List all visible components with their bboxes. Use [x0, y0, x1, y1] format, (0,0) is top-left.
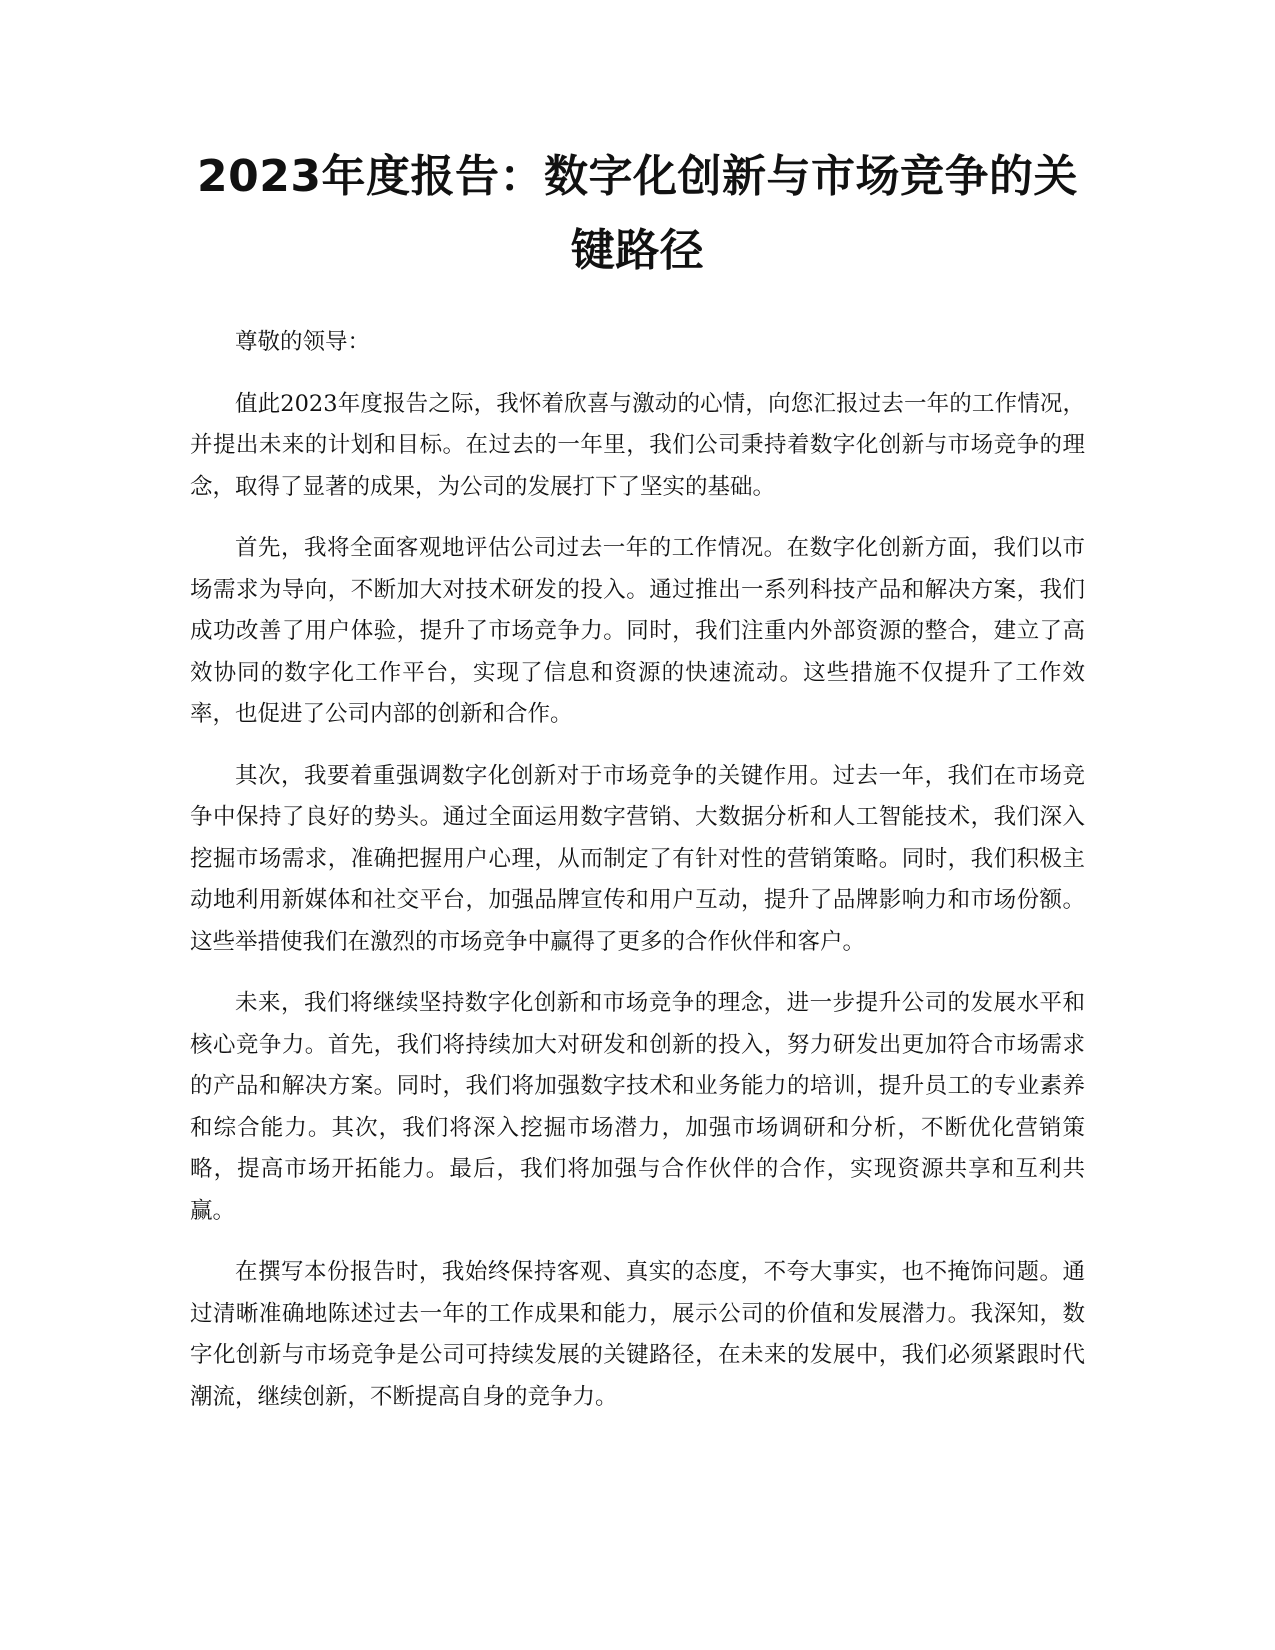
- paragraph-review: 首先，我将全面客观地评估公司过去一年的工作情况。在数字化创新方面，我们以市场需求为导向，不断加大对技术研发的投入。通过推出一系列科技产品和解决方案，我们成功改善了用户体验，提升了市场竞争力。同时，我们注重内外部资源的整合，建立了高效协同的数字化工作平台，实现了信息和资源的快速流动。这些措施不仅提升了工作效率，也促进了公司内部的创新和合作。: [190, 535, 1085, 727]
- document-body: [190, 322, 1085, 1418]
- salutation: 尊敬的领导：: [235, 329, 371, 355]
- paragraph-competition: 其次，我要着重强调数字化创新对于市场竞争的关键作用。过去一年，我们在市场竞争中保持了良好的势头。通过全面运用数字营销、大数据分析和人工智能技术，我们深入挖掘市场需求，准确把握用户心理，从而制定了有针对性的营销策略。同时，我们积极主动地利用新媒体和社交平台，加强品牌宣传和用户互动，提升了品牌影响力和市场份额。这些举措使我们在激烈的市场竞争中赢得了更多的合作伙伴和客户。: [190, 762, 1085, 955]
- paragraph-conclusion: 在撰写本份报告时，我始终保持客观、真实的态度，不夸大事实，也不掩饰问题。通过清晰准确地陈述过去一年的工作成果和能力，展示公司的价值和发展潜力。我深知，数字化创新与市场竞争是公司可持续发展的关键路径，在未来的发展中，我们必须紧跟时代潮流，继续创新，不断提高自身的竞争力。: [190, 1259, 1085, 1410]
- paragraph-intro: 值此2023年度报告之际，我怀着欣喜与激动的心情，向您汇报过去一年的工作情况，并提出未来的计划和目标。在过去的一年里，我们公司秉持着数字化创新与市场竞争的理念，取得了显著的成果，为公司的发展打下了坚实的基础。: [190, 390, 1085, 500]
- document-title: 2023年度报告：数字化创新与市场竞争的关键路径: [197, 151, 1078, 276]
- paragraph-future: 未来，我们将继续坚持数字化创新和市场竞争的理念，进一步提升公司的发展水平和核心竞争力。首先，我们将持续加大对研发和创新的投入，努力研发出更加符合市场需求的产品和解决方案。同时，我们将加强数字技术和业务能力的培训，提升员工的专业素养和综合能力。其次，我们将深入挖掘市场潜力，加强市场调研和分析，不断优化营销策略，提高市场开拓能力。最后，我们将加强与合作伙伴的合作，实现资源共享和互利共赢。: [190, 990, 1085, 1224]
